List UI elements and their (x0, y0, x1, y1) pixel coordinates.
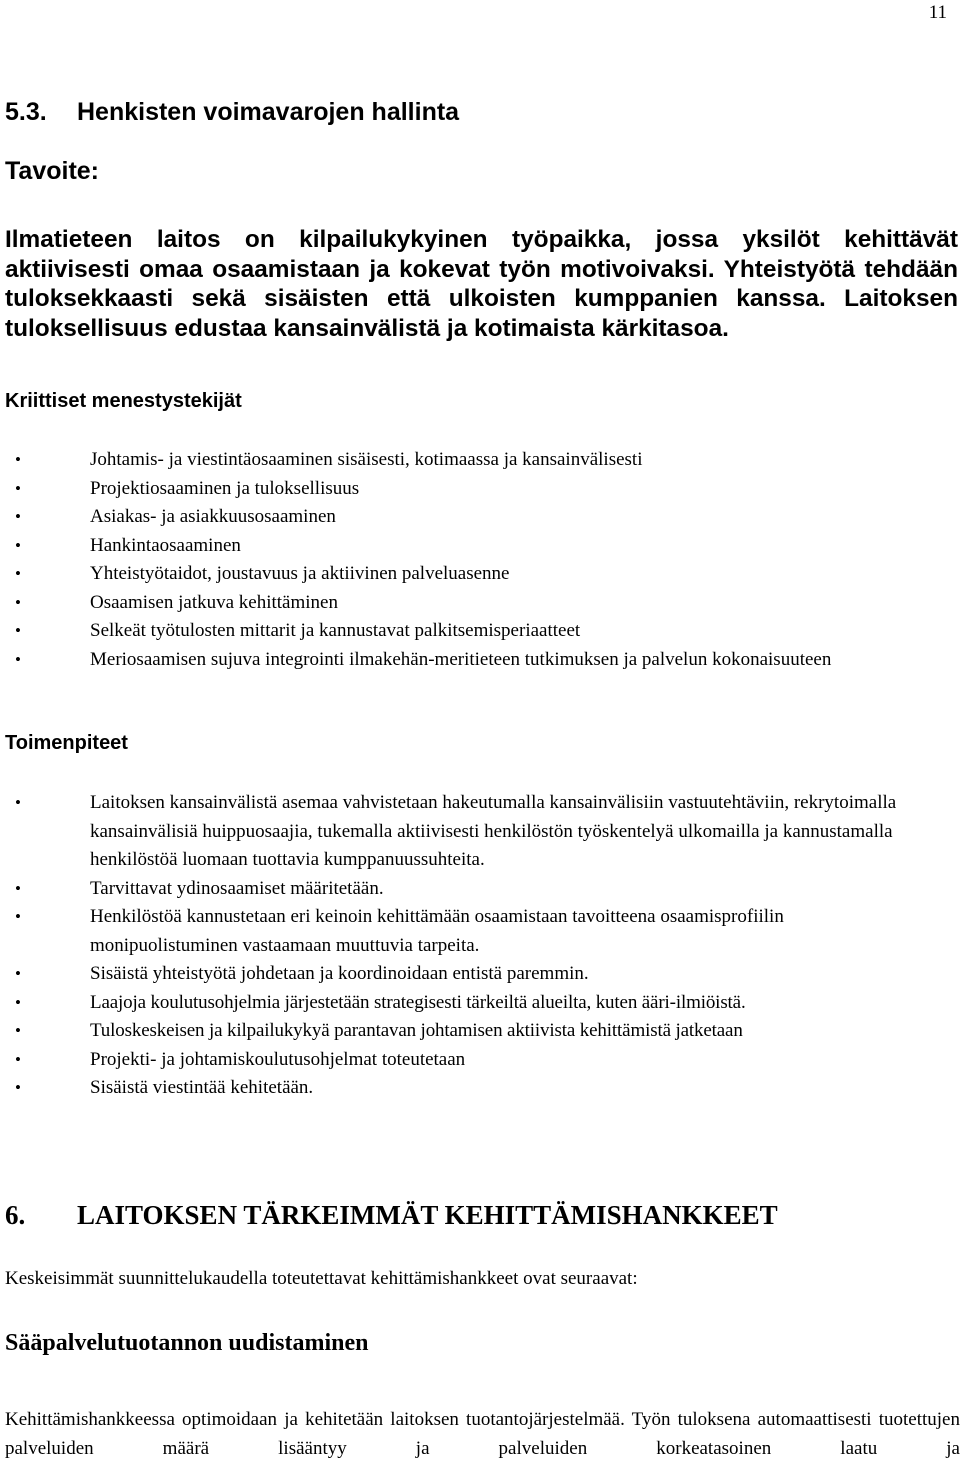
bullet-icon: • (15, 450, 21, 469)
list-item: • Laitoksen kansainvälistä asemaa vahvistetaan hakeutumalla kansainvälisiin vastuutehtäviin, rekrytoimalla kansainvälisiä huippuosaajia, tukemalla aktiivisesti henkilöstön työskentelyä ulkomailla ja kannustamalla henkilöstöä luomaan tuottavia kumppanuussuhteita. (0, 789, 958, 875)
bullet-icon: • (15, 1021, 21, 1040)
list-item: • Tarvittavat ydinosaamiset määritetään. (0, 875, 958, 904)
bullet-icon: • (15, 907, 21, 926)
list-item: • Henkilöstöä kannustetaan eri keinoin kehittämään osaamistaan tavoitteena osaamisprofiilin monipuolistuminen vastaamaan muuttuvia tarpeita. (0, 903, 958, 960)
list-item: • Yhteistyötaidot, joustavuus ja aktiivinen palveluasenne (0, 560, 930, 589)
bullet-icon: • (15, 478, 21, 498)
bullet-icon: • (15, 649, 21, 669)
list-item: • Projektiosaaminen ja tuloksellisuus (0, 475, 930, 504)
actions-heading: Toimenpiteet (5, 732, 128, 754)
list-item: • Hankintaosaaminen (0, 532, 930, 561)
list-item: • Projekti- ja johtamiskoulutusohjelmat toteutetaan (0, 1046, 958, 1075)
chapter-intro: Keskeisimmät suunnittelukaudella toteutettavat kehittämishankkeet ovat seuraavat: (5, 1268, 638, 1289)
bullet-icon: • (15, 964, 21, 983)
bullet-icon: • (15, 564, 21, 583)
project-text: Kehittämishankkeessa optimoidaan ja kehitetään laitoksen tuotantojärjestelmää. Työn tuloksena automaattisesti tuotettujen palveluiden määrä lisääntyy ja palveluiden korkeatasoinen laatu ja (5, 1409, 960, 1459)
bullet-icon: • (15, 507, 21, 526)
section-heading (5, 98, 459, 127)
success-factors-heading: Kriittiset menestystekijät (5, 390, 242, 412)
bullet-icon: • (15, 878, 21, 898)
list-item: • Tuloskeskeisen ja kilpailukykyä parantavan johtamisen aktiivista kehittämistä jatketaan (0, 1017, 958, 1046)
list-item: • Osaamisen jatkuva kehittäminen (0, 589, 930, 618)
chapter-title: LAITOKSEN TÄRKEIMMÄT KEHITTÄMISHANKKEET (77, 1200, 778, 1230)
bullet-icon: • (15, 992, 21, 1012)
goal-text: Ilmatieteen laitos on kilpailukykyinen työpaikka, jossa yksilöt kehittävät aktiivisesti omaa osaamistaan ja kokevat työn motivoivaksi. Yhteistyötä tehdään tuloksekkaasti sekä sisäisten että ulkoisten kumppanien kanssa. Laitoksen tuloksellisuus edustaa kansainvälistä ja kotimaista kärkitasoa. (5, 226, 958, 342)
section-number: 5.3. (5, 98, 47, 126)
bullet-icon: • (15, 793, 21, 812)
chapter-heading (5, 1200, 778, 1231)
list-item: • Sisäistä yhteistyötä johdetaan ja koordinoidaan entistä paremmin. (0, 960, 958, 989)
success-factors-list (0, 446, 930, 674)
chapter-number: 6. (5, 1200, 26, 1230)
bullet-icon: • (15, 1049, 21, 1069)
actions-list (0, 789, 958, 1103)
list-item: • Asiakas- ja asiakkuusosaaminen (0, 503, 930, 532)
list-item: • Johtamis- ja viestintäosaaminen sisäisesti, kotimaassa ja kansainvälisesti (0, 446, 930, 475)
bullet-icon: • (15, 592, 21, 612)
bullet-icon: • (15, 535, 21, 555)
list-item: • Sisäistä viestintää kehitetään. (0, 1074, 958, 1103)
section-title: Henkisten voimavarojen hallinta (77, 98, 460, 126)
bullet-icon: • (15, 621, 21, 640)
list-item: • Meriosaamisen sujuva integrointi ilmakehän-meritieteen tutkimuksen ja palvelun kokonaisuuteen (0, 646, 930, 675)
page-number: 11 (928, 2, 947, 23)
list-item: • Laajoja koulutusohjelmia järjestetään strategisesti tärkeiltä alueilta, kuten ääri-ilmiöistä. (0, 989, 958, 1018)
list-item: • Selkeät työtulosten mittarit ja kannustavat palkitsemisperiaatteet (0, 617, 930, 646)
goal-label: Tavoite: (5, 157, 99, 185)
bullet-icon: • (15, 1078, 21, 1097)
project-title: Sääpalvelutuotannon uudistaminen (5, 1330, 369, 1356)
